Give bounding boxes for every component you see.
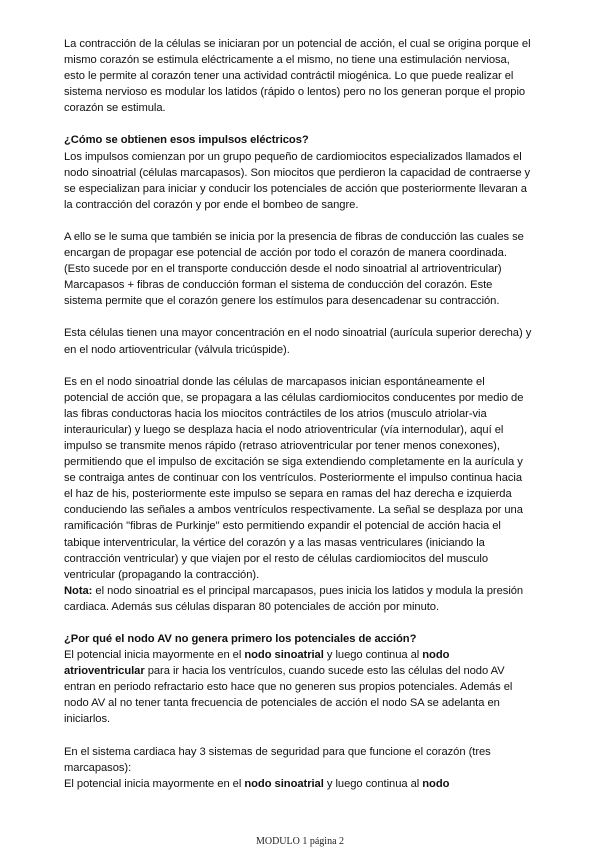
bold-term: nodo (422, 777, 450, 790)
paragraph-nodo-av (64, 647, 532, 727)
paragraph-concentracion: Esta células tienen una mayor concentración en el nodo sinoatrial (aurícula superior derecha) y en el nodo artioventricular (válvula tricúspide). (64, 327, 532, 356)
nota-label: Nota: (64, 584, 93, 597)
bold-term: nodo sinoatrial (244, 777, 324, 790)
bold-term: nodo atrioventricular (64, 649, 450, 678)
paragraph-nota (64, 583, 532, 615)
nota-text: el nodo sinoatrial es el principal marcapasos, pues inicia los latidos y modula la presión cardiaca. Además sus células disparan 80 potenciales de acción por minuto. (64, 584, 524, 613)
paragraph-potencial (64, 776, 532, 792)
bold-term: nodo sinoatrial (244, 649, 324, 662)
heading-impulsos: ¿Cómo se obtienen esos impulsos eléctricos? (64, 134, 309, 147)
text-fragment: y luego continua al (323, 649, 423, 662)
text-fragment: para ir hacia los ventrículos, cuando sucede esto las células del nodo AV entran en periodo refractario esto hace que no generen sus propios potenciales. Además el nodo AV al no tener tanta frecuencia de potenciales de acción el nodo SA se adelanta en iniciarlos. (64, 665, 513, 726)
paragraph-impulsos: Los impulsos comienzan por un grupo pequeño de cardiomiocitos especializados llamados el nodo sinoatrial (células marcapasos). Son miocitos que perdieron la capacidad de contraerse y se especializan para iniciar y conducir los potenciales de acción que posteriormente llevaran a la contracción del corazón y por ende el bombeo de sangre. (64, 150, 531, 211)
document-body (64, 36, 532, 792)
paragraph-intro: La contracción de la células se iniciaran por un potencial de acción, el cual se origina porque el mismo corazón se estimula eléctricamente a el mismo, no tiene una estimulación nerviosa, esto le permite al corazón tener una actividad contráctil miogénica. Lo que puede realizar el sistema nervioso es modular los latidos (rápido o lentos) pero no los generan porque el propio corazón se estimula. (64, 38, 531, 115)
text-fragment: y luego continua al (323, 777, 423, 790)
page-footer: MODULO 1 página 2 (255, 836, 345, 847)
text-fragment: El potencial inicia mayormente en el (64, 777, 245, 790)
heading-nodo-av: ¿Por qué el nodo AV no genera primero los potenciales de acción? (64, 633, 417, 645)
paragraph-seguridad: En el sistema cardiaca hay 3 sistemas de seguridad para que funcione el corazón (tres marcapasos): (64, 745, 491, 774)
paragraph-fibras: A ello se le suma que también se inicia por la presencia de fibras de conducción las cuales se encargan de propagar ese potencial de acción por todo el corazón de manera coordinada. (Esto sucede por en el transporte conducción desde el nodo sinoatrial al artrioventricular) (64, 230, 524, 276)
paragraph-sistema: Marcapasos + fibras de conducción forman el sistema de conducción del corazón. Este sistema permite que el corazón genere los estímulos para desencadenar su contracción. (64, 279, 500, 308)
paragraph-propagacion: Es en el nodo sinoatrial donde las células de marcapasos inician espontáneamente el potencial de acción que, se propagara a las células cardiomiocitos conducentes por medio de las fibras conductoras hacia los miocitos contráctiles de los atrios (musculo atriolar-via interauricular) y luego se desplaza hacia el nodo atrioventricular (vía internodular), aquí el impulso se transmite menos rápido (retraso atrioventricular por tener menos conexones), permitiendo que el impulso de excitación se siga extendiendo completamente en la aurícula y se contraiga antes de continuar con los ventrículos. Posteriormente el impulso continua hacia el haz de his, posteriormente este impulso se separa en ramas del haz derecha e izquierda conduciendo las señales a ambos ventrículos respectivamente. La señal se desplaza por una ramificación "fibras de Purkinje" esto permitiendo expandir el potencial de acción hacia el tabique interventricular, la vértice del corazón y a las masas ventriculares (iniciando la contracción ventricular) y que viajen por el resto de células cardiomiocitos del musculo ventricular (propagando la contracción). (64, 375, 524, 581)
text-fragment: El potencial inicia mayormente en el (64, 649, 245, 662)
